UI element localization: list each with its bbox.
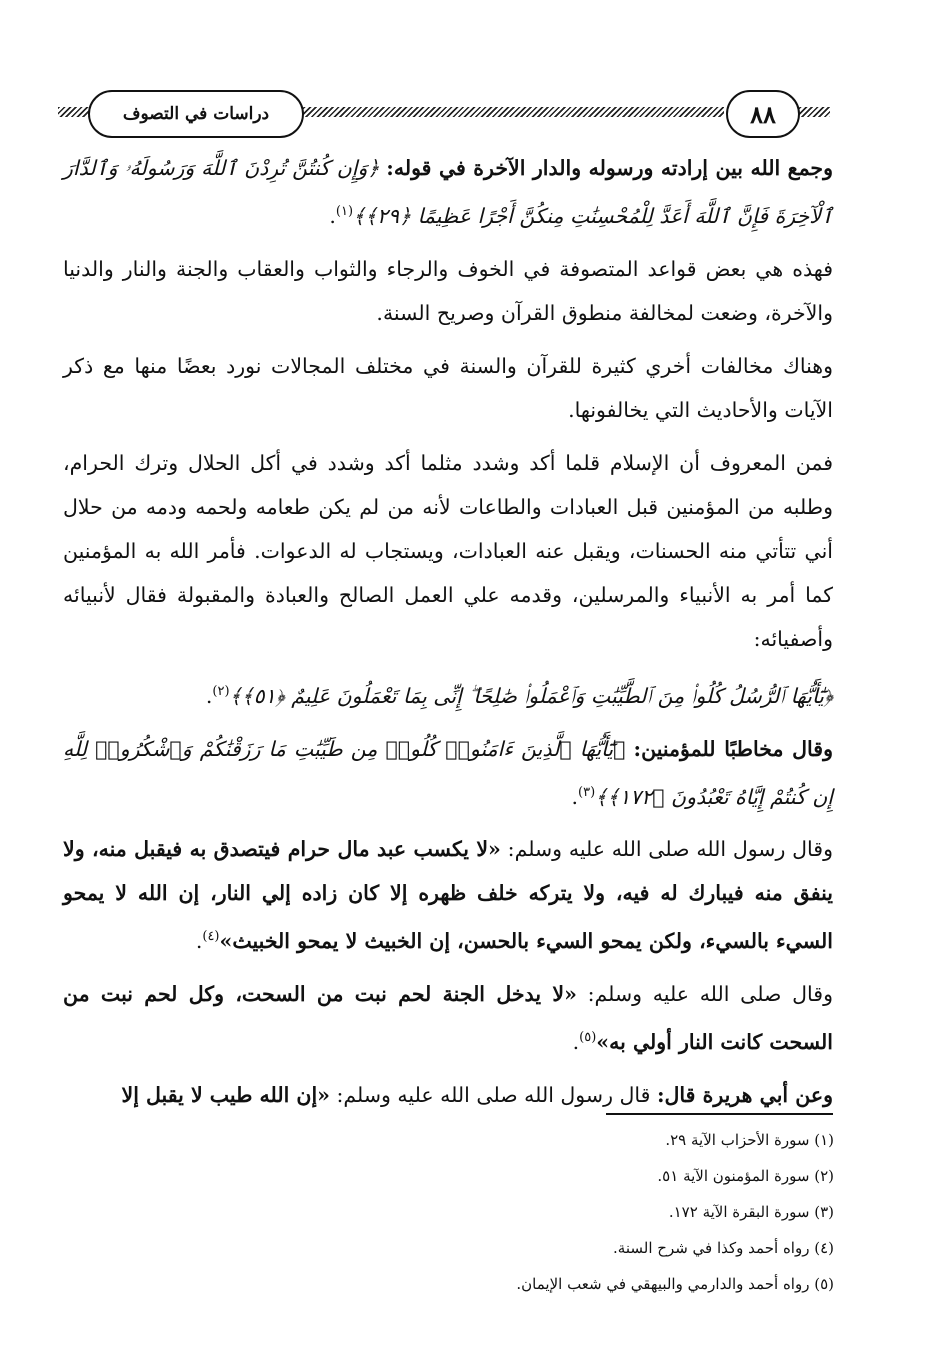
paragraph-1: وجمع الله بين إرادته ورسوله والدار الآخرة في قوله: ﴿وَإِن كُنتُنَّ تُرِدْنَ ٱللَّهَ وَرَسُولَهُۥ وَٱلدَّارَ ٱلْآخِرَةَ فَإِنَّ ٱللَّهَ أَعَدَّ لِلْمُحْسِنَٰتِ مِنكُنَّ أَجْرًا عَظِيمًا ﴿٢٩﴾﴾$^{(١)}$.: [63, 156, 833, 228]
paragraph-lead: وجمع الله بين إرادته ورسوله والدار الآخرة في قوله:: [386, 156, 833, 180]
paragraph-9: [63, 1073, 833, 1117]
footnote-5: (٥) رواه أحمد والدارمي والبيهقي في شعب الإيمان.: [516, 1275, 834, 1293]
paragraph-3: وهناك مخالفات أخري كثيرة للقرآن والسنة في مختلف المجالات نورد بعضًا منها مع ذكر الآيات والأحاديث التي يخالفونها.: [63, 353, 833, 422]
footnote-ref: (٥): [579, 1030, 597, 1046]
footnote-3: (٣) سورة البقرة الآية ١٧٢.: [668, 1203, 834, 1221]
footnote-ref: (٤): [202, 929, 220, 945]
hadith-text: «لا يكسب عبد مال حرام فيتصدق به فيقبل منه، ولا ينفق منه فيبارك له فيه، ولا يتركه خلف ظهره إلا كان زاده إلي النار، إن الله لا يمحو السيء بالسيء، ولكن يمحو السيء بالحسن، إن الخبيث لا يمحو الخبيث»: [63, 837, 833, 954]
paragraph-lead: وقال مخاطبًا للمؤمنين:: [633, 736, 833, 761]
hadith-text: «إن الله طيب لا يقبل إلا: [121, 1083, 330, 1108]
footnote-1: (١) سورة الأحزاب الآية ٢٩.: [665, 1131, 834, 1149]
paragraph-7: وقال رسول الله صلى الله عليه وسلم: «لا يكسب عبد مال حرام فيتصدق به فيقبل منه، ولا ينفق منه فيبارك له فيه، ولا يتركه خلف ظهره إلا كان زاده إلي النار، إن الله لا يمحو السيء بالسيء، ولكن يمحو السيء بالحسن، إن الخبيث لا يمحو الخبيث»$^{(٤)}$.: [63, 837, 833, 954]
paragraph-6: وقال مخاطبًا للمؤمنين: ﴿يَٰٓأَيُّهَا ٱلَّذِينَ ءَامَنُوا۟ كُلُوا۟ مِن طَيِّبَٰتِ مَا رَزَقْنَٰكُمْ وَٱشْكُرُوا۟ لِلَّهِ إِن كُنتُمْ إِيَّاهُ تَعْبُدُونَ ﴿١٧٢﴾﴾$^{(٣)}$.: [63, 736, 833, 809]
page-body: [63, 146, 833, 1126]
paragraph-lead: وقال صلى الله عليه وسلم:: [587, 982, 833, 1007]
paragraph-lead: وعن أبي هريرة قال:: [656, 1083, 833, 1108]
footnote-ref: (٣): [578, 784, 596, 800]
quran-verse: ﴿يَٰٓأَيُّهَا ٱلَّذِينَ ءَامَنُوا۟ كُلُوا۟ مِن طَيِّبَٰتِ مَا رَزَقْنَٰكُمْ وَٱشْكُرُوا۟ لِلَّهِ إِن كُنتُمْ إِيَّاهُ تَعْبُدُونَ ﴿١٧٢﴾﴾: [63, 736, 833, 809]
quran-verse: ﴿يَٰٓأَيُّهَا ٱلرُّسُلُ كُلُوا۟ مِنَ ٱلطَّيِّبَٰتِ وَٱعْمَلُوا۟ صَٰلِحًا ۖ إِنِّى بِمَا تَعْمَلُونَ عَلِيمٌ ﴿٥١﴾﴾: [229, 683, 833, 708]
quran-verse: ﴿وَإِن كُنتُنَّ تُرِدْنَ ٱللَّهَ وَرَسُولَهُۥ وَٱلدَّارَ ٱلْآخِرَةَ فَإِنَّ ٱللَّهَ أَعَدَّ لِلْمُحْسِنَٰتِ مِنكُنَّ أَجْرًا عَظِيمًا ﴿٢٩﴾﴾: [63, 156, 833, 228]
paragraph-2: فهذه هي بعض قواعد المتصوفة في الخوف والرجاء والثواب والعقاب والجنة والنار والدنيا والآخرة، وضعت لمخالفة منطوق القرآن وصريح السنة.: [63, 256, 833, 325]
footnote-ref: (٢): [212, 683, 230, 699]
footnotes: [234, 1122, 834, 1302]
page-header: [58, 90, 830, 138]
footnote-ref: (١): [335, 204, 354, 219]
paragraph-5: ﴿يَٰٓأَيُّهَا ٱلرُّسُلُ كُلُوا۟ مِنَ ٱلطَّيِّبَٰتِ وَٱعْمَلُوا۟ صَٰلِحًا ۖ إِنِّى بِمَا تَعْمَلُونَ عَلِيمٌ ﴿٥١﴾﴾$^{(٢)}$.: [205, 683, 833, 708]
footnote-2: (٢) سورة المؤمنون الآية ٥١.: [657, 1167, 834, 1185]
book-title: دراسات في التصوف: [88, 90, 304, 138]
hadith-text: «لا يدخل الجنة لحم نبت من السحت، وكل لحم نبت من السحت كانت النار أولي به»: [63, 982, 833, 1055]
paragraph-lead-plain: قال رسول الله صلى الله عليه وسلم:: [336, 1083, 651, 1108]
paragraph-8: وقال صلى الله عليه وسلم: «لا يدخل الجنة لحم نبت من السحت، وكل لحم نبت من السحت كانت النار أولي به»$^{(٥)}$.: [63, 982, 833, 1055]
paragraph-lead: وقال رسول الله صلى الله عليه وسلم:: [507, 837, 833, 862]
header-ornament-left: [58, 107, 92, 117]
header-ornament-middle: [298, 107, 724, 117]
footnote-separator: [606, 1113, 833, 1115]
footnote-4: (٤) رواه أحمد وكذا في شرح السنة.: [613, 1239, 834, 1257]
page-number: ٨٨: [726, 90, 800, 138]
paragraph-4: فمن المعروف أن الإسلام قلما أكد وشدد مثلما أكد وشدد في أكل الحلال وترك الحرام، وطلبه من المؤمنين قبل العبادات والطاعات لأنه من لم يكن طعامه ولحمه ودمه من حلال أني تتأتي منه الحسنات، ويقبل عنه العبادات، ويستجاب له الدعوات. فأمر الله به المؤمنين كما أمر به الأنبياء والمرسلين، وقدمه علي العمل الصالح والعبادة والمقبولة فقال لأنبيائه وأصفيائه:: [63, 450, 833, 651]
